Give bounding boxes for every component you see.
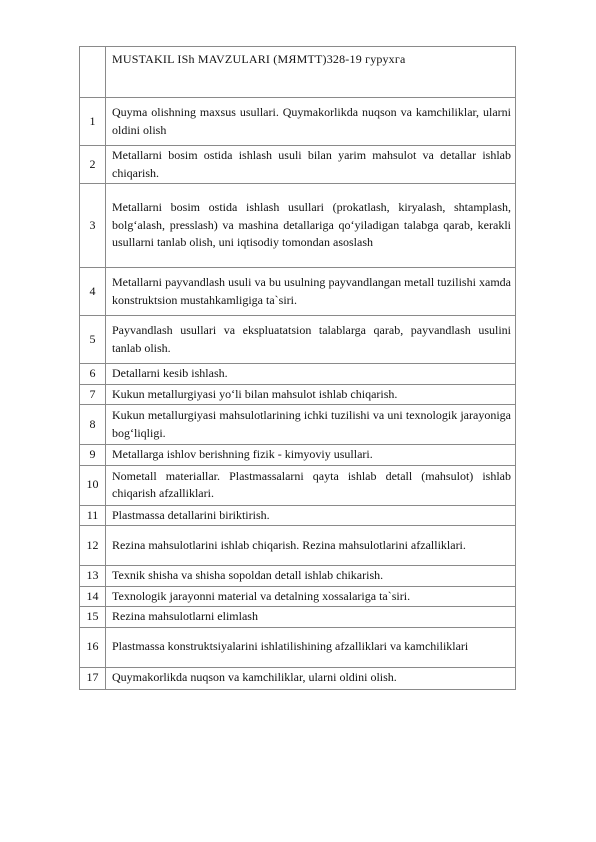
table-row [80,268,516,316]
table-row [80,667,516,689]
table-row [80,184,516,268]
row-topic: Metallarga ishlov berishning fizik - kimyoviy usullari. [106,445,516,466]
row-topic: Quymakorlikda nuqson va kamchiliklar, ularni oldini olish. [106,667,516,689]
table-row [80,586,516,607]
row-number: 17 [80,667,106,689]
row-topic: Metallarni bosim ostida ishlash usuli bilan yarim mahsulot va detallar ishlab chiqarish. [106,146,516,184]
row-number: 1 [80,98,106,146]
table-row [80,566,516,587]
table-row [80,465,516,505]
table-row [80,316,516,364]
row-number: 7 [80,384,106,405]
row-topic: Nometall materiallar. Plastmassalarni qayta ishlab detall (mahsulot) ishlab chiqarish afzalliklari. [106,465,516,505]
table-row [80,445,516,466]
table-header-row [80,47,516,98]
row-number: 5 [80,316,106,364]
row-topic: Plastmassa konstruktsiyalarini ishlatilishining afzalliklari va kamchiliklari [106,627,516,667]
table-title: MUSTAKIL ISh MAVZULARI (МЯМТТ)328-19 гурухга [106,47,516,98]
row-number: 3 [80,184,106,268]
row-topic: Metallarni bosim ostida ishlash usullari (prokatlash, kiryalash, shtamplash, bolg‘alash, presslash) va mashina detallariga qo‘yiladigan talabga qarab, kerakli usullarni tanlab olish, uni iqtisodiy tomondan asoslash [106,184,516,268]
row-number: 12 [80,526,106,566]
row-number: 16 [80,627,106,667]
row-topic: Quyma olishning maxsus usullari. Quymakorlikda nuqson va kamchiliklar, ularni oldini olish [106,98,516,146]
row-number: 11 [80,505,106,526]
row-topic: Rezina mahsulotlarni elimlash [106,607,516,628]
row-topic: Texnik shisha va shisha sopoldan detall ishlab chikarish. [106,566,516,587]
row-number: 14 [80,586,106,607]
row-topic: Metallarni payvandlash usuli va bu usulning payvandlangan metall tuzilishi xamda konstruktsion mustahkamligiga ta`siri. [106,268,516,316]
table-row [80,146,516,184]
row-topic: Texnologik jarayonni material va detalning xossalariga ta`siri. [106,586,516,607]
row-number: 6 [80,364,106,385]
table-row [80,505,516,526]
row-number: 10 [80,465,106,505]
table-row [80,607,516,628]
row-topic: Payvandlash usullari va ekspluatatsion talablarga qarab, payvandlash usulini tanlab olish. [106,316,516,364]
topics-table [79,46,516,690]
row-topic: Plastmassa detallarini biriktirish. [106,505,516,526]
row-topic: Kukun metallurgiyasi yo‘li bilan mahsulot ishlab chiqarish. [106,384,516,405]
row-number: 4 [80,268,106,316]
row-number: 8 [80,405,106,445]
row-topic: Detallarni kesib ishlash. [106,364,516,385]
row-topic: Rezina mahsulotlarini ishlab chiqarish. Rezina mahsulotlarini afzalliklari. [106,526,516,566]
row-number: 13 [80,566,106,587]
row-topic: Kukun metallurgiyasi mahsulotlarining ichki tuzilishi va uni texnologik jarayoniga bog‘liqligi. [106,405,516,445]
table-row [80,384,516,405]
table-row [80,98,516,146]
row-number: 15 [80,607,106,628]
table-row [80,405,516,445]
header-number-cell [80,47,106,98]
row-number: 2 [80,146,106,184]
row-number: 9 [80,445,106,466]
table-row [80,364,516,385]
table-row [80,627,516,667]
table-row [80,526,516,566]
